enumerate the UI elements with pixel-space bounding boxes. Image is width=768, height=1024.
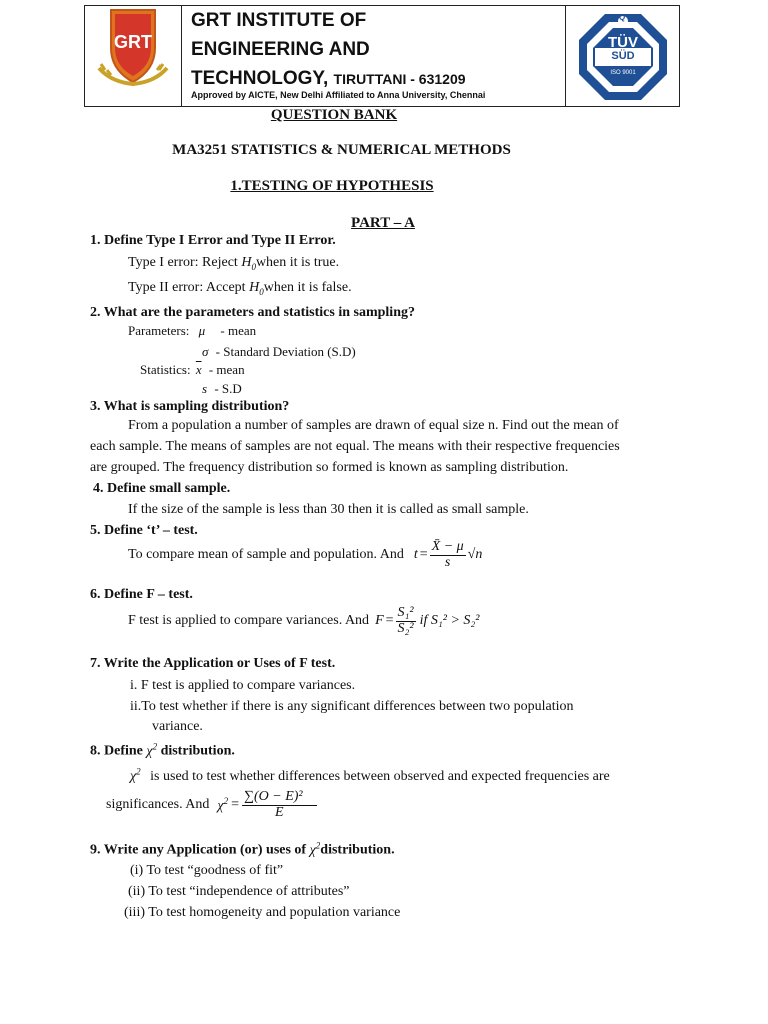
q2-question: 2. What are the parameters and statistics in sampling? <box>90 305 415 320</box>
grt-logo-text: GRT <box>114 32 152 52</box>
question-bank-title: QUESTION BANK <box>270 107 398 123</box>
q4-answer: If the size of the sample is less than 30 then it is called as small sample. <box>128 502 529 517</box>
chi-square-symbol: $\chi^2$ <box>130 766 141 784</box>
q3-answer-line3: are grouped. The frequency distribution so formed is known as sampling distribution. <box>90 460 569 475</box>
f-numerator: S₁² <box>397 605 414 620</box>
q1-question: 1. Define Type I Error and Type II Error. <box>90 233 336 248</box>
tuv-q: Q <box>619 13 626 22</box>
t-numerator: X̄ − μ <box>431 539 464 554</box>
q8-question-post: distribution. <box>160 743 235 759</box>
equals-sign: = <box>419 547 428 563</box>
q5-question: 5. Define ‘t’ – test. <box>90 523 198 538</box>
chi-square-symbol: $\chi^2$ <box>309 840 321 858</box>
mu-desc: - mean <box>220 323 257 338</box>
xbar-symbol: $\overline{x}$ <box>195 362 202 377</box>
q9-question-post: distribution. <box>320 842 395 858</box>
header-divider-right <box>565 6 566 106</box>
s-symbol: s <box>202 381 208 396</box>
q2-sigma-row <box>202 344 356 360</box>
q5-answer-text: To compare mean of sample and population. And <box>128 547 404 563</box>
q2-stats-row <box>140 362 245 378</box>
q1-answer-type2-text: Type II error: Accept <box>128 280 246 295</box>
tuv-bottom-text: ISO 9001 <box>610 70 636 76</box>
h0-symbol: $H_0$ <box>249 280 264 297</box>
q8-answer-text: is used to test whether differences between observed and expected frequencies are <box>150 768 610 784</box>
q9-item3: (iii) To test homogeneity and population variance <box>124 905 401 920</box>
chi-square-symbol: $\chi^2$ <box>217 795 229 814</box>
t-symbol: t <box>413 547 418 563</box>
q6-answer-text: F test is applied to compare variances. And <box>128 613 370 629</box>
grt-logo <box>91 8 175 88</box>
xbar-desc: - mean <box>208 362 245 377</box>
tuv-mid-text: SÜD <box>611 50 635 62</box>
q7-item2: ii.To test whether if there is any significant differences between two population <box>130 699 574 714</box>
q3-question: 3. What is sampling distribution? <box>90 399 290 414</box>
q8-question-pre: 8. Define <box>90 743 143 759</box>
f-formula-fraction <box>396 606 416 636</box>
sigma-symbol: σ <box>202 344 209 359</box>
tuv-top-text: TÜV <box>608 34 638 51</box>
sigma-desc: - Standard Deviation (S.D) <box>215 344 356 359</box>
h0-symbol: $H_0$ <box>241 255 256 272</box>
t-denominator: s <box>444 554 451 570</box>
q3-answer-line2: each sample. The means of samples are not equal. The means with their respective frequencies <box>90 439 620 454</box>
q1-answer-type2 <box>128 280 352 297</box>
q8-answer-line1 <box>130 766 610 785</box>
chi-numerator: ∑(O − E)² <box>242 790 317 806</box>
institute-name-line1: GRT INSTITUTE OF <box>191 10 367 31</box>
q9-question <box>90 840 395 859</box>
q6-question: 6. Define F – test. <box>90 587 193 602</box>
equals-sign: = <box>385 613 394 629</box>
institute-name-technology: TECHNOLOGY, <box>191 68 329 89</box>
mu-symbol: μ <box>198 323 206 338</box>
q8-question <box>90 741 235 760</box>
s-desc: - S.D <box>214 381 242 396</box>
header-divider-left <box>181 6 182 106</box>
course-title: MA3251 STATISTICS & NUMERICAL METHODS <box>172 142 511 158</box>
institute-location: TIRUTTANI - 631209 <box>333 71 466 87</box>
header-table <box>84 5 680 107</box>
q1-answer-type1 <box>128 255 339 272</box>
q8-answer-line2 <box>106 790 317 820</box>
institute-name-line2: ENGINEERING AND <box>191 39 370 60</box>
params-label: Parameters: <box>128 323 190 338</box>
stats-label: Statistics: <box>140 362 191 377</box>
q4-question: 4. Define small sample. <box>93 481 231 496</box>
q1-answer-type1-text: Type I error: Reject <box>128 255 242 270</box>
q7-item2-cont: variance. <box>152 719 203 734</box>
chi-formula-fraction <box>242 790 317 820</box>
q7-item1: i. F test is applied to compare variances. <box>130 678 356 693</box>
sqrt-n: √n <box>467 547 483 563</box>
tuv-logo <box>577 12 669 102</box>
q2-s-row <box>202 381 242 397</box>
q1-answer-type2-end: when it is false. <box>263 280 352 295</box>
q9-item1: (i) To test “goodness of fit” <box>130 863 284 878</box>
unit-title: 1.TESTING OF HYPOTHESIS <box>230 178 434 194</box>
equals-sign: = <box>231 797 239 813</box>
q9-item2: (ii) To test “independence of attributes” <box>128 884 350 899</box>
chi-denominator: E <box>275 804 284 820</box>
t-formula-fraction <box>430 540 466 570</box>
q3-answer-line1: From a population a number of samples are drawn of equal size n. Find out the mean of <box>128 418 619 433</box>
q5-answer <box>128 540 482 570</box>
q1-answer-type1-end: when it is true. <box>255 255 340 270</box>
q6-answer <box>128 606 479 636</box>
q7-question: 7. Write the Application or Uses of F test. <box>90 656 336 671</box>
f-symbol: F <box>375 613 384 629</box>
q9-question-pre: 9. Write any Application (or) uses of <box>90 842 307 858</box>
q2-params-row <box>128 323 256 339</box>
part-title: PART – A <box>351 215 415 231</box>
f-denominator: S₂² <box>397 620 414 636</box>
institute-name-line3 <box>191 68 466 90</box>
f-condition: if S₁² > S₂² <box>419 613 480 629</box>
chi-square-symbol: $\chi^2$ <box>146 741 158 759</box>
approval-text: Approved by AICTE, New Delhi Affiliated to Anna University, Chennai <box>191 90 486 100</box>
q8-answer-text2: significances. And <box>106 797 210 813</box>
